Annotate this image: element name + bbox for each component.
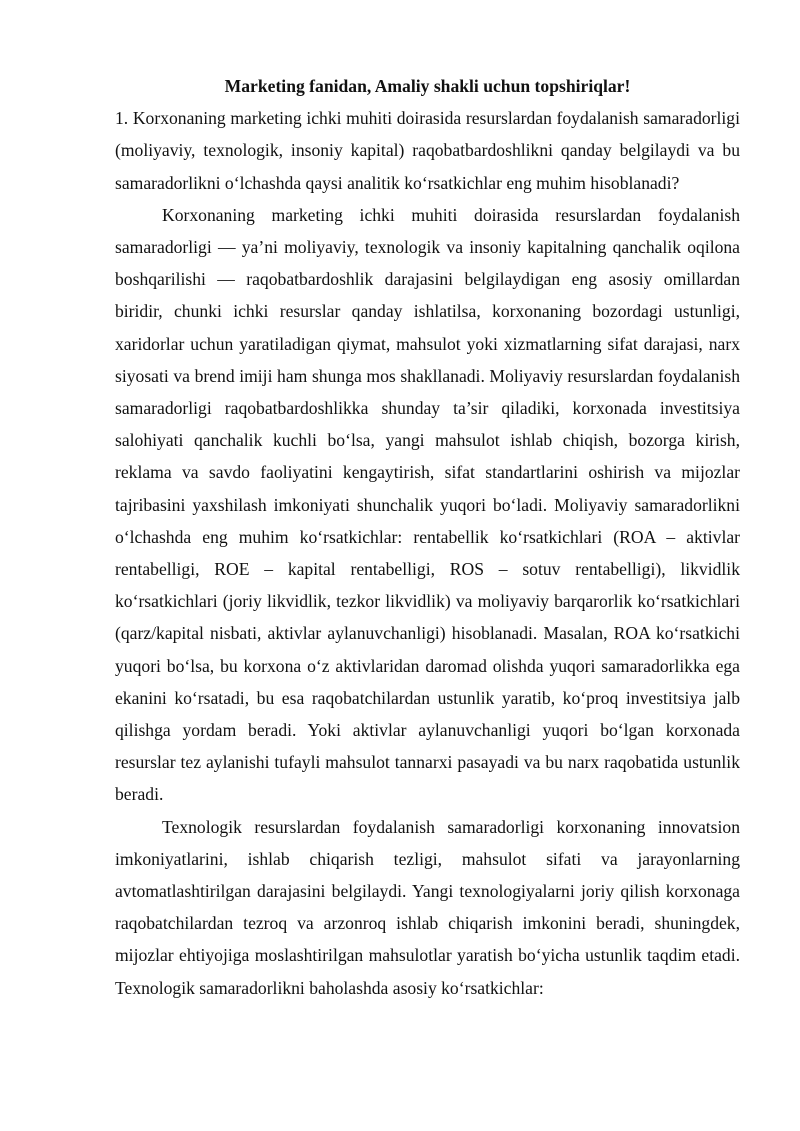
- document-title: Marketing fanidan, Amaliy shakli uchun topshiriqlar!: [224, 76, 631, 96]
- document-page: [115, 70, 740, 1004]
- question-1: 1. Korxonaning marketing ichki muhiti doirasida resurslardan foydalanish samaradorligi (moliyaviy, texnologik, insoniy kapital) raqobatbardoshlikni qanday belgilaydi va bu samaradorlikni o‘lchashda qaysi analitik ko‘rsatkichlar eng muhim hisoblanadi?: [115, 108, 740, 193]
- paragraph-2: Texnologik resurslardan foydalanish samaradorligi korxonaning innovatsion imkoniyatlarini, ishlab chiqarish tezligi, mahsulot sifati va jarayonlarning avtomatlashtirilgan darajasini belgilaydi. Yangi texnologiyalarni joriy qilish korxonaga raqobatchilardan tezroq va arzonroq ishlab chiqarish imkonini beradi, shuningdek, mijozlar ehtiyojiga moslashtirilgan mahsulotlar yaratish bo‘yicha ustunlik taqdim etadi. Texnologik samaradorlikni baholashda asosiy ko‘rsatkichlar:: [115, 816, 740, 998]
- paragraph-1: Korxonaning marketing ichki muhiti doirasida resurslardan foydalanish samaradorligi — ya’ni moliyaviy, texnologik va insoniy kapitalning qanchalik oqilona boshqarilishi — raqobatbardoshlik darajasini belgilaydigan eng asosiy omillardan biridir, chunki ichki resurslar qanday ishlatilsa, korxonaning bozordagi ustunligi, xaridorlar uchun yaratiladigan qiymat, mahsulot yoki xizmatlarning sifat darajasi, narx siyosati va brend imiji ham shunga mos shakllanadi. Moliyaviy resurslardan foydalanish samaradorligi raqobatbardoshlikka shunday ta’sir qiladiki, korxonada investitsiya salohiyati qanchalik kuchli bo‘lsa, yangi mahsulot ishlab chiqish, bozorga kirish, reklama va savdo faoliyatini kengaytirish, sifat standartlarini oshirish va mijozlar tajribasini yaxshilash imkoniyati shunchalik yuqori bo‘ladi. Moliyaviy samaradorlikni o‘lchashda eng muhim ko‘rsatkichlar: rentabellik ko‘rsatkichlari (ROA – aktivlar rentabelligi, ROE – kapital rentabelligi, ROS – sotuv rentabelligi), likvidlik ko‘rsatkichlari (joriy likvidlik, tezkor likvidlik) va moliyaviy barqarorlik ko‘rsatkichlari (qarz/kapital nisbati, aktivlar aylanuvchanligi) hisoblanadi. Masalan, ROA ko‘rsatkichi yuqori bo‘lsa, bu korxona o‘z aktivlaridan daromad olishda yuqori samaradorlikka ega ekanini ko‘rsatadi, bu esa raqobatchilardan ustunlik yaratib, ko‘proq investitsiya jalb qilishga yordam beradi. Yoki aktivlar aylanuvchanligi yuqori bo‘lgan korxonada resurslar tez aylanishi tufayli mahsulot tannarxi pasayadi va bu narx raqobatida ustunlik beradi.: [115, 204, 740, 805]
